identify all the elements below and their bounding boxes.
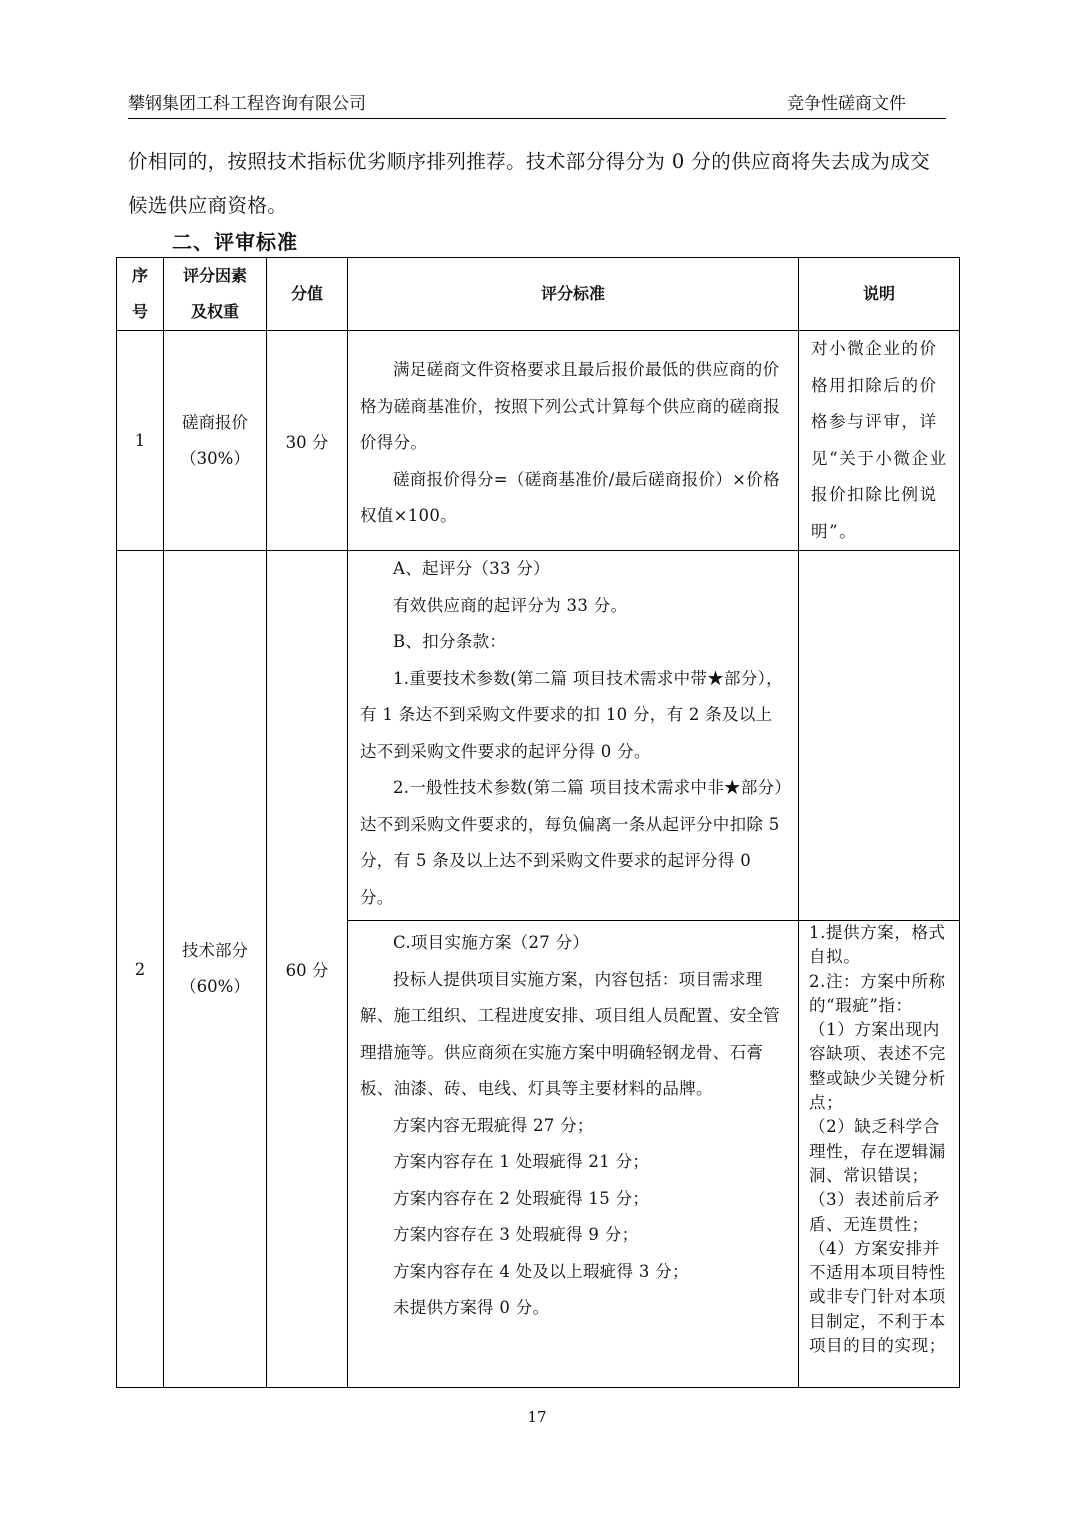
- note-c-item4: （2）缺乏科学合理性，存在逻辑漏洞、常识错误；: [809, 1117, 946, 1185]
- criteria-c-score-5: 方案内容存在 4 处及以上瑕疵得 3 分；: [393, 1261, 689, 1281]
- row2-note-c: [799, 921, 960, 1388]
- criteria-b-item2: 2.一般性技术参数(第二篇 项目技术需求中非★部分）达不到采购文件要求的，每负偏离一条从起评分中扣除 5 分，有 5 条及以上达不到采购文件要求的起评分得 0 分。: [360, 778, 783, 907]
- criteria-c-title: C.项目实施方案（27 分）: [393, 933, 590, 952]
- header-seq: [117, 258, 164, 331]
- row2-factor-name: 技术部分: [182, 941, 248, 960]
- table-header-row: [117, 258, 960, 331]
- criteria-a-text: 有效供应商的起评分为 33 分。: [393, 595, 628, 615]
- header-criteria: 评分标准: [348, 258, 799, 331]
- header-company: 攀钢集团工科工程咨询有限公司: [128, 94, 366, 114]
- row1-criteria: [348, 331, 799, 551]
- note-c-item3: （1）方案出现内容缺项、表述不完整或缺少关键分析点；: [809, 1020, 946, 1113]
- page-number: 17: [527, 1408, 547, 1426]
- note-c-item6: （4）方案安排并不适用本项目特性或非专门针对本项目制定，不利于本项目的目的实现；: [809, 1238, 946, 1356]
- scoring-table: [116, 257, 960, 1388]
- intro-paragraph: 价相同的，按照技术指标优劣顺序排列推荐。技术部分得分为 0 分的供应商将失去成为成交候选供应商资格。: [128, 150, 931, 217]
- header-seq-l2: 号: [131, 302, 148, 321]
- row1-seq: 1: [117, 331, 164, 551]
- row2-criteria-ab: [348, 551, 799, 921]
- table-row: [117, 331, 960, 551]
- page-header: [128, 90, 946, 119]
- row2-note-ab: [799, 551, 960, 921]
- table-row: [117, 551, 960, 921]
- row1-factor-name: 磋商报价: [182, 412, 248, 432]
- header-doc-type: 竞争性磋商文件: [787, 94, 906, 114]
- row2-score: 60 分: [267, 551, 348, 1388]
- header-factor: [164, 258, 267, 331]
- criteria-b-title: B、扣分条款：: [393, 632, 507, 651]
- section-title: 二、评审标准: [172, 230, 298, 254]
- criteria-c-score-6: 未提供方案得 0 分。: [393, 1298, 550, 1317]
- header-factor-l1: 评分因素: [182, 266, 247, 285]
- criteria-c-score-4: 方案内容存在 3 处瑕疵得 9 分；: [393, 1225, 639, 1244]
- row2-factor: [164, 551, 267, 1388]
- row1-factor: [164, 331, 267, 551]
- criteria-a-title: A、起评分（33 分）: [393, 559, 550, 578]
- criteria-c-text: 投标人提供项目实施方案，内容包括：项目需求理解、施工组织、工程进度安排、项目组人员配置、安全管理措施等。供应商须在实施方案中明确轻钢龙骨、石膏板、油漆、砖、电线、灯具等主要材料的品牌。: [360, 969, 780, 1098]
- row1-score: 30 分: [267, 331, 348, 551]
- note-c-item1: 1.提供方案，格式自拟。: [809, 923, 946, 967]
- row1-note: 对小微企业的价格用扣除后的价格参与评审，详见“关于小微企业报价扣除比例说明”。: [799, 331, 960, 551]
- note-c-item2: 2.注：方案中所称的“瑕疵”指：: [809, 971, 946, 1015]
- criteria-c-score-1: 方案内容无瑕疵得 27 分；: [393, 1115, 594, 1135]
- row2-seq: 2: [117, 551, 164, 1388]
- row2-factor-weight: （60%）: [180, 977, 250, 996]
- note-c-item5: （3）表述前后矛盾、无连贯性；: [809, 1190, 940, 1234]
- header-score: 分值: [267, 258, 348, 331]
- criteria-c-score-2: 方案内容存在 1 处瑕疵得 21 分；: [393, 1152, 650, 1171]
- row1-criteria-p2: 磋商报价得分=（磋商基准价/最后磋商报价）×价格权值×100。: [360, 469, 780, 526]
- row1-criteria-p1: 满足磋商文件资格要求且最后报价最低的供应商的价格为磋商基准价，按照下列公式计算每个供应商的磋商报价得分。: [360, 360, 780, 453]
- criteria-b-item1: 1.重要技术参数(第二篇 项目技术需求中带★部分），有 1 条达不到采购文件要求的扣 10 分，有 2 条及以上达不到采购文件要求的起评分得 0 分。: [360, 668, 783, 761]
- row1-factor-weight: （30%）: [180, 448, 250, 468]
- criteria-c-score-3: 方案内容存在 2 处瑕疵得 15 分；: [393, 1188, 650, 1208]
- header-factor-l2: 及权重: [190, 302, 239, 321]
- header-note: 说明: [799, 258, 960, 331]
- header-seq-l1: 序: [131, 266, 148, 285]
- row2-criteria-c: [348, 921, 799, 1388]
